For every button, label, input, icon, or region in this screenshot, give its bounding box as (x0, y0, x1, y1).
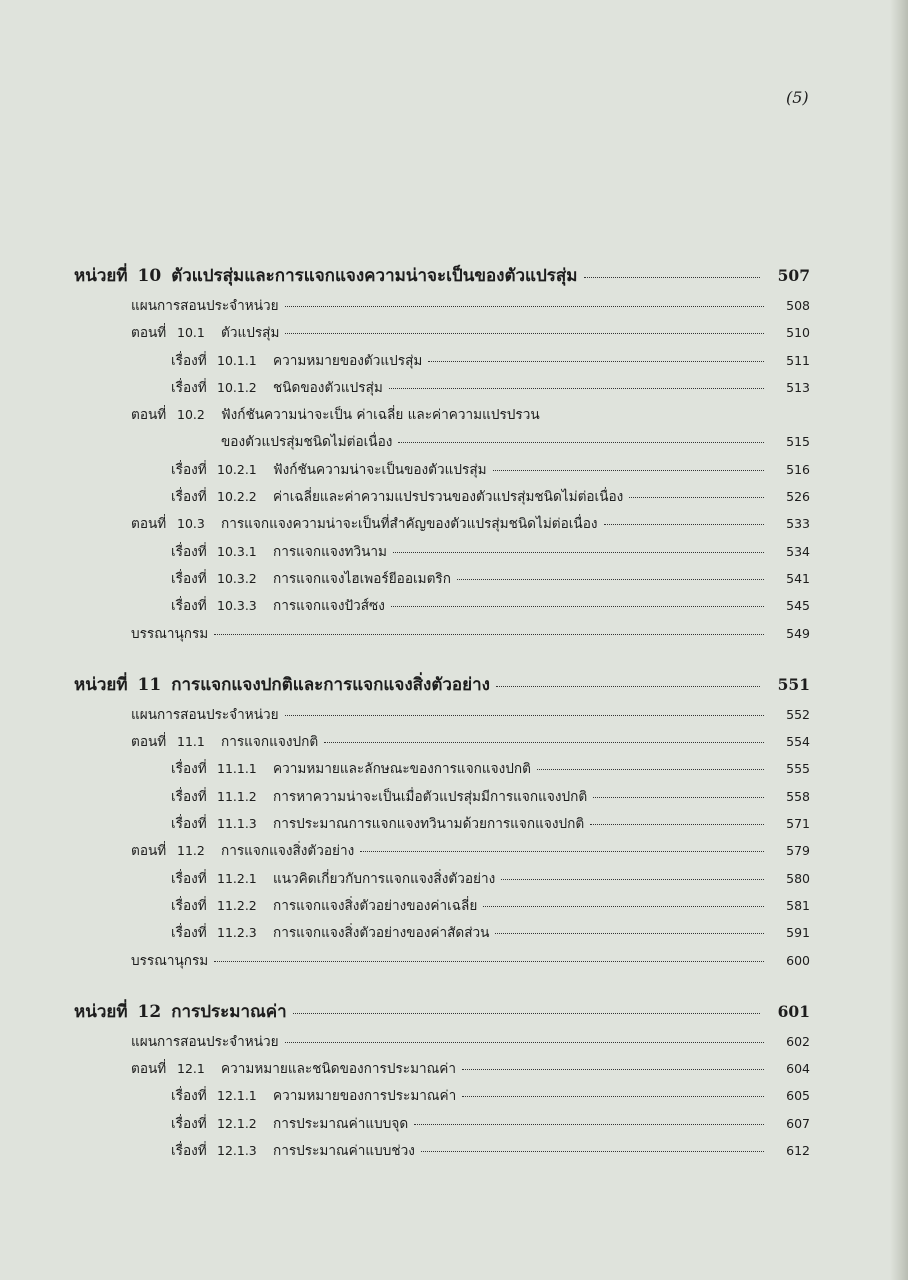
dot-leader (496, 686, 760, 687)
topic-entry (0, 485, 908, 512)
unit-label: หน่วยที่ (74, 266, 128, 286)
lesson-plan-entry (0, 703, 908, 730)
entry-page-number: 511 (786, 352, 810, 368)
entry-page-number: 571 (786, 816, 810, 832)
entry-page-number: 515 (786, 434, 810, 450)
entry-title: การหาความน่าจะเป็นเมื่อตัวแปรสุ่มมีการแจกแจงปกติ (273, 788, 588, 805)
dot-leader (421, 1151, 764, 1152)
entry-number: 11.2 (177, 843, 205, 859)
entry-page-number: 549 (786, 625, 810, 641)
entry-title: ฟังก์ชันความน่าจะเป็นของตัวแปรสุ่ม (273, 461, 487, 478)
entry-title: การแจกแจงสิ่งตัวอย่าง (221, 843, 355, 860)
bibliography-entry (0, 949, 908, 976)
entry-page-number: 545 (786, 598, 810, 614)
entry-title: แผนการสอนประจำหน่วย (131, 1033, 279, 1050)
entry-page-number: 581 (786, 897, 810, 913)
entry-text (131, 321, 279, 343)
entry-number: 11.1 (177, 734, 205, 750)
dot-leader (593, 797, 764, 798)
unit-page-number: 601 (777, 1001, 810, 1021)
dot-leader (398, 442, 764, 443)
dot-leader (214, 961, 764, 962)
entry-page-number: 612 (786, 1143, 810, 1159)
lesson-plan-entry (0, 1030, 908, 1057)
topic-entry (0, 1112, 908, 1139)
entry-text (171, 458, 487, 480)
unit-number: 10 (137, 266, 162, 286)
entry-text (171, 812, 584, 834)
topic-entry (0, 567, 908, 594)
entry-text (131, 839, 354, 861)
dot-leader (590, 824, 764, 825)
entry-text (171, 1139, 415, 1161)
entry-title: ความหมายของตัวแปรสุ่ม (273, 352, 423, 369)
entry-page-number: 508 (786, 298, 810, 313)
entry-page-number: 558 (786, 788, 810, 804)
entry-title: การประมาณค่าแบบจุด (273, 1115, 409, 1132)
entry-text (171, 894, 477, 916)
entry-title: แผนการสอนประจำหน่วย (131, 298, 279, 314)
unit-page-number: 551 (777, 674, 810, 694)
dot-leader (293, 1013, 760, 1014)
entry-number: 10.3 (177, 516, 205, 532)
entry-number: 10.2.1 (217, 461, 257, 477)
entry-label: เรื่องที่ (171, 489, 207, 506)
entry-text (221, 430, 392, 452)
entry-title: บรรณานุกรม (131, 952, 209, 969)
section-entry (0, 1057, 908, 1084)
topic-entry (0, 785, 908, 812)
entry-number: 10.3.2 (217, 570, 257, 586)
topic-entry (0, 894, 908, 921)
entry-title: การประมาณค่าแบบช่วง (273, 1143, 415, 1160)
bibliography-entry (0, 622, 908, 649)
dot-leader (584, 277, 760, 278)
entry-label: เรื่องที่ (171, 897, 207, 914)
dot-leader (629, 497, 764, 498)
entry-page-number: 552 (786, 706, 810, 722)
entry-text (131, 294, 279, 316)
unit-heading-text (74, 998, 287, 1025)
entry-text (171, 1084, 456, 1106)
entry-label: เรื่องที่ (171, 761, 207, 778)
entry-number: 11.1.1 (217, 761, 257, 777)
dot-leader (604, 524, 764, 525)
entry-label: ตอนที่ (131, 516, 167, 533)
section-entry (0, 730, 908, 757)
dot-leader (391, 606, 764, 607)
entry-number: 10.1 (177, 325, 205, 341)
dot-leader (457, 579, 764, 580)
entry-text (171, 785, 587, 807)
entry-title: การแจกแจงปัวส์ซง (273, 598, 385, 615)
unit-page-number: 507 (777, 266, 810, 285)
entry-label: เรื่องที่ (171, 816, 207, 833)
topic-entry (0, 812, 908, 839)
dot-leader (428, 361, 764, 362)
entry-number: 12.1.3 (217, 1143, 257, 1159)
entry-text (171, 349, 422, 371)
entry-text (171, 567, 451, 589)
entry-label: เรื่องที่ (171, 352, 207, 369)
lesson-plan-entry (0, 294, 908, 321)
topic-entry (0, 1139, 908, 1166)
entry-text (131, 703, 279, 725)
entry-text (131, 1057, 456, 1079)
section-entry (0, 321, 908, 348)
unit-heading (0, 262, 908, 294)
entry-page-number: 580 (786, 870, 810, 886)
entry-title: แนวคิดเกี่ยวกับการแจกแจงสิ่งตัวอย่าง (273, 870, 496, 887)
entry-title: ความหมายและลักษณะของการแจกแจงปกติ (273, 761, 531, 778)
entry-number: 12.1.1 (217, 1088, 257, 1104)
dot-leader (285, 306, 764, 307)
entry-number: 11.1.2 (217, 788, 257, 804)
topic-entry (0, 349, 908, 376)
unit-number: 11 (137, 674, 162, 695)
unit-heading (0, 998, 908, 1030)
dot-leader (495, 933, 764, 934)
entry-page-number: 534 (786, 543, 810, 559)
entry-text (171, 867, 495, 889)
entry-title: การแจกแจงปกติ (221, 734, 319, 751)
entry-text (171, 594, 385, 616)
entry-page-number: 526 (786, 489, 810, 505)
dot-leader (324, 742, 764, 743)
dot-leader (483, 906, 764, 907)
entry-number: 10.1.2 (217, 379, 257, 395)
topic-entry (0, 867, 908, 894)
entry-title: ความหมายของการประมาณค่า (273, 1088, 457, 1105)
dot-leader (285, 333, 764, 334)
entry-number: 11.2.1 (217, 870, 257, 886)
unit-block (0, 262, 908, 649)
entry-page-number: 600 (786, 952, 810, 968)
topic-entry (0, 1084, 908, 1111)
entry-page-number: 554 (786, 734, 810, 750)
entry-label: ตอนที่ (131, 1061, 167, 1078)
entry-page-number: 516 (786, 461, 810, 477)
entry-title: ของตัวแปรสุ่มชนิดไม่ต่อเนื่อง (221, 434, 393, 451)
entry-text (171, 376, 383, 398)
entry-page-number: 513 (786, 379, 810, 395)
entry-number: 12.1.2 (217, 1115, 257, 1131)
entry-number: 12.1 (177, 1061, 205, 1077)
unit-label: หน่วยที่ (74, 1001, 128, 1022)
topic-entry (0, 921, 908, 948)
entry-title: การแจกแจงความน่าจะเป็นที่สำคัญของตัวแปรสุ่มชนิดไม่ต่อเนื่อง (221, 516, 598, 533)
entry-title: การแจกแจงสิ่งตัวอย่างของค่าสัดส่วน (273, 925, 490, 942)
entry-text (131, 949, 208, 971)
table-of-contents (0, 262, 908, 1188)
entry-text (171, 540, 387, 562)
unit-title: การแจกแจงปกติและการแจกแจงสิ่งตัวอย่าง (171, 674, 490, 695)
entry-label: เรื่องที่ (171, 598, 207, 615)
entry-text (131, 1030, 279, 1052)
dot-leader (493, 470, 764, 471)
entry-number: 11.2.2 (217, 897, 257, 913)
entry-text (171, 921, 489, 943)
entry-page-number: 607 (786, 1115, 810, 1131)
dot-leader (501, 879, 764, 880)
entry-label: เรื่องที่ (171, 1115, 207, 1132)
entry-number: 11.1.3 (217, 816, 257, 832)
entry-label: เรื่องที่ (171, 1088, 207, 1105)
unit-heading-text (74, 262, 578, 289)
entry-number: 10.3.3 (217, 598, 257, 614)
entry-page-number: 591 (786, 925, 810, 941)
entry-text (131, 403, 540, 425)
entry-label: เรื่องที่ (171, 379, 207, 396)
unit-title: การประมาณค่า (171, 1001, 287, 1022)
entry-number: 10.1.1 (217, 352, 257, 368)
entry-label: ตอนที่ (131, 325, 167, 342)
page-number: (5) (786, 88, 809, 107)
dot-leader (462, 1069, 764, 1070)
entry-label: เรื่องที่ (171, 925, 207, 942)
dot-leader (537, 769, 764, 770)
dot-leader (360, 851, 764, 852)
dot-leader (285, 715, 764, 716)
unit-title: ตัวแปรสุ่มและการแจกแจงความน่าจะเป็นของตัวแปรสุ่ม (171, 266, 578, 286)
entry-number: 10.2.2 (217, 489, 257, 505)
topic-entry (0, 376, 908, 403)
entry-text (131, 512, 598, 534)
entry-page-number: 533 (786, 516, 810, 532)
unit-block (0, 998, 908, 1166)
unit-block (0, 671, 908, 976)
section-entry (0, 839, 908, 866)
section-entry (0, 403, 908, 430)
entry-page-number: 579 (786, 843, 810, 859)
entry-label: เรื่องที่ (171, 543, 207, 560)
entry-title: การประมาณการแจกแจงทวินามด้วยการแจกแจงปกติ (273, 816, 585, 833)
dot-leader (462, 1096, 764, 1097)
entry-title: แผนการสอนประจำหน่วย (131, 706, 279, 723)
entry-title: ค่าเฉลี่ยและค่าความแปรปรวนของตัวแปรสุ่มชนิดไม่ต่อเนื่อง (273, 489, 624, 506)
entry-page-number: 555 (786, 761, 810, 777)
entry-text (131, 730, 318, 752)
entry-page-number: 605 (786, 1088, 810, 1104)
entry-number: 10.2 (177, 407, 205, 423)
topic-entry (0, 458, 908, 485)
entry-text (131, 622, 208, 644)
entry-label: เรื่องที่ (171, 788, 207, 805)
topic-entry (0, 540, 908, 567)
entry-page-number: 510 (786, 325, 810, 341)
entry-page-number: 604 (786, 1061, 810, 1077)
entry-label: เรื่องที่ (171, 1143, 207, 1160)
entry-title: ชนิดของตัวแปรสุ่ม (273, 379, 383, 396)
entry-label: ตอนที่ (131, 734, 167, 751)
entry-title: ตัวแปรสุ่ม (221, 325, 280, 342)
entry-number: 10.3.1 (217, 543, 257, 559)
entry-title: การแจกแจงทวินาม (273, 543, 387, 560)
dot-leader (214, 634, 764, 635)
topic-entry (0, 594, 908, 621)
entry-page-number: 541 (786, 570, 810, 586)
dot-leader (414, 1124, 764, 1125)
entry-title: ความหมายและชนิดของการประมาณค่า (221, 1061, 457, 1078)
entry-label: ตอนที่ (131, 407, 167, 424)
entry-continuation (0, 430, 908, 457)
entry-text (171, 1112, 408, 1134)
entry-label: ตอนที่ (131, 843, 167, 860)
entry-title: ฟังก์ชันความน่าจะเป็น ค่าเฉลี่ย และค่าความแปรปรวน (221, 407, 540, 424)
dot-leader (285, 1042, 764, 1043)
entry-label: เรื่องที่ (171, 870, 207, 887)
entry-label: เรื่องที่ (171, 461, 207, 478)
entry-number: 11.2.3 (217, 925, 257, 941)
entry-title: การแจกแจงสิ่งตัวอย่างของค่าเฉลี่ย (273, 897, 478, 914)
section-entry (0, 512, 908, 539)
dot-leader (393, 552, 764, 553)
unit-heading (0, 671, 908, 703)
entry-text (171, 757, 531, 779)
dot-leader (389, 388, 764, 389)
entry-title: บรรณานุกรม (131, 625, 209, 642)
entry-title: การแจกแจงไฮเพอร์ยีออเมตริก (273, 570, 451, 587)
unit-number: 12 (137, 1001, 162, 1022)
unit-label: หน่วยที่ (74, 674, 128, 695)
topic-entry (0, 757, 908, 784)
entry-label: เรื่องที่ (171, 570, 207, 587)
unit-heading-text (74, 671, 490, 698)
entry-text (171, 485, 623, 507)
entry-page-number: 602 (786, 1033, 810, 1049)
